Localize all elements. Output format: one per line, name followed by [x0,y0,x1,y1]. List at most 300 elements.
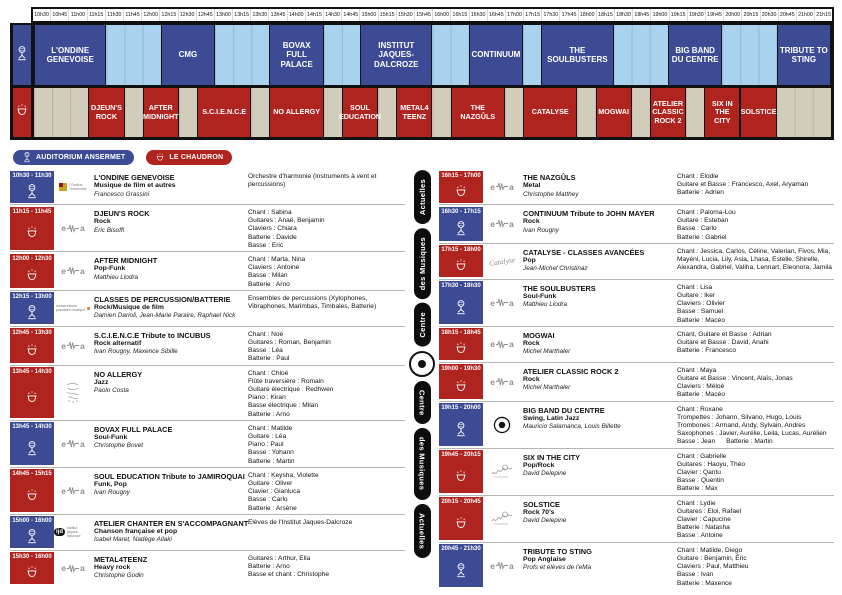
schedule-entry [10,365,405,420]
band-title: MOGWAI [523,330,555,340]
personnel-line: Batterie : Maxence [677,579,732,587]
band-title: ATELIER CHANTER EN S'ACCOMPAGNANT [94,518,249,528]
entry-time-cell [439,245,483,277]
personnel-line: Guitares : Roman, Benjamin [248,339,331,347]
schedule-entry [439,204,834,243]
entry-personnel [673,245,834,278]
entry-time: 12h00 - 12h30 [12,255,52,262]
entry-time: 17h15 - 18h00 [441,247,481,254]
tick-label: 13h15 [232,9,250,21]
entry-time: 13h45 - 14h30 [12,424,52,431]
entry-info [521,206,673,242]
entry-time-cell [439,281,483,324]
cauldron-icon [454,253,468,277]
entry-personnel [673,544,834,588]
entry-time-cell [10,207,54,250]
tick-label: 20h45 [778,9,796,21]
band-teacher: David Delepine [523,517,567,525]
ewa-logo: e a [61,265,85,276]
band-title: AFTER MIDNIGHT [94,256,158,266]
center-brand-bar [405,169,439,589]
personnel-line: Claviers : Méloé [677,383,725,391]
entry-logo [483,497,521,541]
band-teacher: Christophe Bovet [94,442,144,450]
entry-logo [483,403,521,447]
entry-time: 19h45 - 20h15 [441,452,481,459]
cauldron-icon [25,215,39,250]
no-allergy-sketch-logo [65,382,81,404]
legend-label-chaudron: LE CHAUDRON [169,154,224,161]
band-genre: Rock/Musique de film [94,303,164,311]
entry-time: 17h30 - 18h30 [441,283,481,290]
cma-target-logo [409,351,435,377]
entry-info [521,450,673,494]
band-title: ATELIER CLASSIC ROCK 2 [523,366,619,376]
timeline-block[interactable]: SOLSTICE [740,88,776,137]
legend-auditorium-ansermet [13,150,134,165]
band-genre: Soul-Funk [523,292,557,300]
timeline-block[interactable]: BOVAX FULL PALACE [269,25,323,85]
personnel-line: Chant : Roxane [677,405,723,413]
script-circle-logo [491,511,513,526]
program-column-right [439,169,834,589]
timeline-block[interactable]: BIG BAND DU CENTRE [668,25,722,85]
entry-personnel [673,497,834,541]
band-teacher: Damien Darioli, Jean-Marie Paraire, Raphael Nick [94,312,236,320]
timeline-block[interactable]: AFTER MIDNIGHT [143,88,179,137]
personnel-line: Guitare et Basse : David, Anahi [677,339,769,347]
tick-label: 14h45 [341,9,359,21]
band-title: CATALYSE - CLASSES AVANCÉES [523,247,645,257]
cauldron-icon [155,152,165,164]
microphone-icon [25,300,39,324]
legend-label-ansermet: AUDITORIUM ANSERMET [36,154,126,161]
band-title: THE NAZGÛLS [523,173,576,182]
entry-logo [54,253,92,289]
entry-logo [54,170,92,203]
tick-label: 14h15 [305,9,323,21]
tick-label: 12h30 [178,9,196,21]
personnel-line: Chant : Chloé [248,369,289,377]
personnel-line: Chant : Lydie [677,499,716,507]
entry-logo [54,206,92,250]
tick-label: 18h45 [632,9,650,21]
tick-label: 12h45 [196,9,214,21]
entry-info [92,292,244,325]
schedule-entry [439,169,834,204]
entry-time: 18h15 - 18h45 [441,330,481,337]
personnel-line: Chant : Elodie [677,173,719,180]
ewa-logo: e a [61,563,85,574]
entry-personnel [244,206,405,250]
timeline-block[interactable]: CMG [161,25,215,85]
personnel-line: Claviers : Antoine [248,264,300,272]
band-title: L'ONDINE GENEVOISE [94,173,175,182]
tick-label: 15h00 [359,9,377,21]
band-genre: Musique de film et autres [94,182,176,189]
entry-personnel [244,253,405,289]
cauldron-icon [15,103,29,122]
tick-label: 19h15 [669,9,687,21]
timeline-chart [10,7,834,140]
entry-time-cell [439,171,483,203]
band-genre: Chanson française et pop [94,527,178,535]
band-title: BIG BAND DU CENTRE [523,405,605,415]
personnel-line: Basse : Ivan [677,571,714,579]
schedule-entry [10,550,405,586]
personnel-line: Piano : Paul [248,441,284,449]
entry-logo [54,516,92,549]
band-teacher: Matthieu Llodra [523,301,568,309]
band-teacher: Mauricio Salamanca, Louis Billette [523,423,621,431]
personnel-line: Guitares : Anaë, Benjamin [248,217,325,225]
personnel-line: Chant : Paloma-Lou [677,209,736,216]
timeline-block[interactable]: SIX IN THE CITY [704,88,740,137]
schedule-entry [439,243,834,279]
entry-logo [483,281,521,325]
brand-pill: Centre [414,381,431,425]
personnel-line: Basse : Antoine [677,532,723,540]
tick-label: 11h30 [105,9,123,21]
ewa-logo: e a [61,438,85,449]
entry-personnel [673,364,834,400]
band-teacher: David Delepine [523,470,567,478]
band-genre: Funk, Pop [94,480,127,488]
band-title: METAL4TEENZ [94,554,148,564]
entry-time: 20h15 - 20h45 [441,499,481,506]
tick-label: 19h30 [687,9,705,21]
entry-time: 12h45 - 13h30 [12,330,52,337]
personnel-line: Chant : Keysha, Violette [248,471,319,479]
entry-time: 16h15 - 17h00 [441,172,481,179]
entry-logo [483,245,521,278]
tick-label: 15h45 [414,9,432,21]
band-teacher: Paolo Costa [94,387,129,395]
band-title: SOLSTICE [523,499,560,509]
personnel-line: Batterie : Macéo [677,391,726,399]
schedule-entry [10,420,405,467]
entry-time-cell [439,207,483,242]
tick-label: 11h15 [87,9,105,21]
cauldron-icon [454,372,468,399]
tick-label: 16h30 [469,9,487,21]
conservatoire-cmg-logo: conservatoire populaire musique [56,304,90,312]
microphone-icon [454,215,468,242]
schedule-entry [439,448,834,495]
chaudron-blocks-lane [34,88,831,137]
entry-time-cell [439,450,483,493]
personnel-line: Guitare : Esteban [677,217,729,225]
entry-info [92,328,244,364]
ewa-logo: e a [61,340,85,351]
microphone-icon [454,289,468,324]
entry-time: 11h15 - 11h45 [12,208,52,215]
personnel-line: Chant : Marta, Nina [248,256,306,264]
entry-time-cell [10,328,54,363]
personnel-line: Basse : Eric [248,241,284,249]
schedule-entry [10,204,405,251]
timeline-block[interactable]: CONTINUUM [469,25,523,85]
tick-label: 11h00 [68,9,86,21]
personnel-line: Batterie : Adrien [677,189,724,197]
band-genre: Rock [94,218,111,225]
tick-label: 11h45 [123,9,141,21]
band-genre: Soul-Funk [94,433,128,441]
timeline-block[interactable]: THE NAZGÛLS [451,88,505,137]
band-genre: Rock [523,339,540,347]
entry-time-cell [10,469,54,512]
band-teacher: Christophe Matthey [523,190,579,198]
personnel-line: Batterie : Arno [248,563,290,571]
entry-logo [483,364,521,400]
band-genre: Rock alternatif [94,339,142,347]
entry-personnel [673,170,834,203]
timeline-block[interactable]: TRIBUTE TO STING [777,25,831,85]
personnel-line: Guitares : Arthur, Ella [248,554,311,562]
personnel-line: Guitare : Iker [677,292,716,300]
brand-pill: des Musiques [414,228,431,299]
band-genre: Swing, Latin Jazz [523,414,580,422]
band-teacher: Ivan Rougny, Maxence Sibille [94,348,178,356]
tick-label: 14h30 [323,9,341,21]
entry-time: 14h45 - 15h15 [12,471,52,478]
entry-logo [54,292,92,325]
entry-time-cell [10,171,54,203]
personnel-line: Batterie : Martin [248,457,295,465]
entry-time: 12h15 - 13h00 [12,294,52,301]
tick-label: 18h15 [596,9,614,21]
microphone-icon [454,411,468,446]
entry-personnel [673,403,834,447]
tick-label: 20h00 [723,9,741,21]
entry-info [521,245,673,278]
band-title: DJEUN'S ROCK [94,209,150,218]
band-teacher: Jean-Michel Christinaz [523,265,588,273]
entry-logo [483,544,521,588]
personnel-line: Guitare : Benjamin, Éric [677,554,747,562]
tick-label: 17h45 [559,9,577,21]
schedule-entry [439,495,834,542]
entry-time-cell [10,254,54,289]
timeline-block[interactable]: S.C.I.E.N.C.E [197,88,251,137]
personnel-line: Piano : Kiran [248,394,286,402]
stage-chaudron-cell [13,88,34,137]
microphone-icon [25,524,39,548]
band-teacher: Ivan Rougny [94,489,130,497]
tick-label: 16h45 [487,9,505,21]
entry-info [521,403,673,447]
entry-personnel [244,367,405,419]
tick-label: 17h15 [523,9,541,21]
schedule-entry [439,362,834,401]
tick-label: 16h00 [432,9,450,21]
entry-personnel [673,450,834,494]
entry-logo [483,206,521,242]
entry-time-cell [10,422,54,465]
entry-personnel [244,170,405,203]
personnel-line: Chant : Matilde, Diego [677,546,743,554]
personnel-line: Chant : Sabina [248,209,292,216]
entry-time: 15h30 - 16h00 [12,554,52,561]
entry-personnel [244,552,405,585]
personnel-line: Basse : Jean Batterie : Martin [677,438,773,446]
personnel-line: Trombones : Armand, Andy, Sylvain, Andres [677,422,806,430]
cauldron-icon [25,262,39,289]
tick-label: 18h00 [578,9,596,21]
personnel-line: Batterie : Max [677,485,718,493]
personnel-line: Chant : Jessica, Carlos, Céline, Valerian, Fivos, Mia, Mayéni, Lucia, Lily, Asia, Lhasa, Estelle, Shirelle, Alexandra, Gabriel, Valiha, Lennart, Eleonora, Jamila [677,247,832,272]
entry-personnel [673,206,834,242]
band-teacher: Eric Bisoffi [94,226,125,234]
timeline-block[interactable]: SOUL EDUCATION [342,88,378,137]
microphone-icon [25,179,39,203]
ewa-logo: e a [490,181,514,192]
entry-logo [54,552,92,585]
ewa-logo: e a [490,339,514,350]
entry-info [521,170,673,203]
cauldron-icon [454,458,468,493]
personnel-line: Orchestre d'harmonie (instruments à vent et percussions) [248,173,377,189]
schedule-entry [439,279,834,326]
schedule-entry [10,290,405,326]
entry-logo [54,422,92,466]
personnel-line: Chant : Noé [248,330,284,338]
entry-personnel [673,328,834,361]
timeline-block[interactable]: L'ONDINE GENEVOISE [34,25,106,85]
band-genre: Pop Anglaise [523,555,566,563]
personnel-line: Basse : Milan [248,272,288,280]
ewa-logo: e a [61,485,85,496]
tick-label: 21h15 [814,9,832,21]
timeline-block[interactable]: ATELIER CLASSIC ROCK 2 [650,88,686,137]
cauldron-icon [25,477,39,512]
ewa-logo: e a [490,376,514,387]
tick-label: 19h00 [650,9,668,21]
entry-logo [54,328,92,364]
tick-label: 12h00 [141,9,159,21]
personnel-line: Guitare électrique : Redhwen [248,386,334,394]
microphone-icon [22,151,32,165]
personnel-line: Basse : Carlo [248,496,288,504]
schedule-entry [439,326,834,362]
schedule-entry [10,326,405,365]
entry-personnel [244,422,405,466]
band-genre: Jazz [94,378,109,386]
microphone-icon [25,430,39,465]
personnel-line: Basse : Carlo [677,225,717,233]
entry-info [92,516,249,549]
tick-label: 13h45 [268,9,286,21]
band-genre: Heavy rock [94,563,131,571]
personnel-line: Guitare et Basse : Francesco, Axel, Aryaman [677,181,809,189]
personnel-line: Chant : Maya [677,366,717,374]
venue-legend [13,150,232,165]
brand-pill: Actuelles [414,170,431,224]
band-title: S.C.I.E.N.C.E Tribute to INCUBUS [94,330,211,340]
band-genre: Rock [523,218,540,225]
personnel-line: Batterie : Francesco [677,347,737,355]
tick-label: 20h15 [741,9,759,21]
band-genre: Pop/Rock [523,461,555,469]
timeline-block[interactable]: METAL4 TEENZ [396,88,432,137]
entry-info [521,281,673,325]
personnel-line: Claviers : Chiara [248,225,297,233]
timeline-block[interactable]: INSTITUT JAQUES-DALCROZE [360,25,432,85]
entry-info [92,422,244,466]
entry-logo [54,469,92,513]
personnel-line: Batterie : Arno [248,280,290,288]
entry-personnel [244,469,405,513]
personnel-line: Guitares : Haoyu, Théo [677,460,746,468]
entry-time: 16h30 - 17h15 [441,208,481,215]
band-genre: Rock 70's [523,508,555,516]
cauldron-icon [454,505,468,540]
vinyl-record-logo [493,416,511,434]
timeline-block[interactable]: CATALYSE [523,88,577,137]
stage-ansermet-cell [13,25,34,85]
timeline-block[interactable]: MOGWAI [596,88,632,137]
cauldron-icon [454,179,468,203]
tick-label: 10h30 [34,12,49,18]
timeline-block[interactable]: DJEUN'S ROCK [88,88,124,137]
entry-info [521,364,673,400]
schedule-entry [439,401,834,448]
entry-time-cell [10,552,54,584]
entry-info [92,253,244,289]
entry-time: 20h45 - 21h30 [441,546,481,553]
entry-time: 15h00 - 16h00 [12,518,52,525]
band-title: TRIBUTE TO STING [523,546,592,556]
band-title: BOVAX FULL PALACE [94,424,173,434]
entry-info [92,552,244,585]
tick-label: 10h45 [50,9,68,21]
timeline-block[interactable]: THE SOULBUSTERS [541,25,613,85]
catalyse-script-logo: Catalyse [488,255,516,268]
personnel-line: Batterie : Paul [248,355,290,363]
tick-label: 12h15 [159,9,177,21]
personnel-line: Batterie : Gabriel [677,233,727,241]
entry-time-cell [439,497,483,540]
schedule-entry [10,169,405,204]
tick-label: 14h00 [287,9,305,21]
tick-label: 18h30 [614,9,632,21]
entry-time-cell [439,328,483,360]
personnel-line: Batterie : Arno [248,410,290,418]
personnel-line: Chant : Lisa [677,283,713,291]
band-teacher: Matthieu Llodra [94,273,139,281]
personnel-line: Clavier : Capucine [677,516,731,524]
tick-label: 13h00 [214,9,232,21]
band-title: THE SOULBUSTERS [523,283,596,293]
entry-time-cell [439,364,483,399]
tick-label: 17h30 [541,9,559,21]
personnel-line: Clavier : Gianluca [248,488,301,496]
entry-time: 19h15 - 20h00 [441,405,481,412]
timeline-row-ansermet [10,23,834,88]
timeline-block[interactable]: NO ALLERGY [269,88,323,137]
program-area [10,169,834,589]
timeline-header [10,7,834,23]
personnel-line: Basse électrique : Milan [248,402,319,410]
tick-label: 21h00 [796,9,814,21]
schedule-entry [10,251,405,290]
band-teacher: Profs et élèves de l'eMa [523,564,592,572]
entry-logo [54,367,92,419]
tick-label: 17h00 [505,9,523,21]
timeline-ticks [31,7,834,23]
personnel-line: Batterie : Arsène [248,504,297,512]
band-title: NO ALLERGY [94,369,143,379]
